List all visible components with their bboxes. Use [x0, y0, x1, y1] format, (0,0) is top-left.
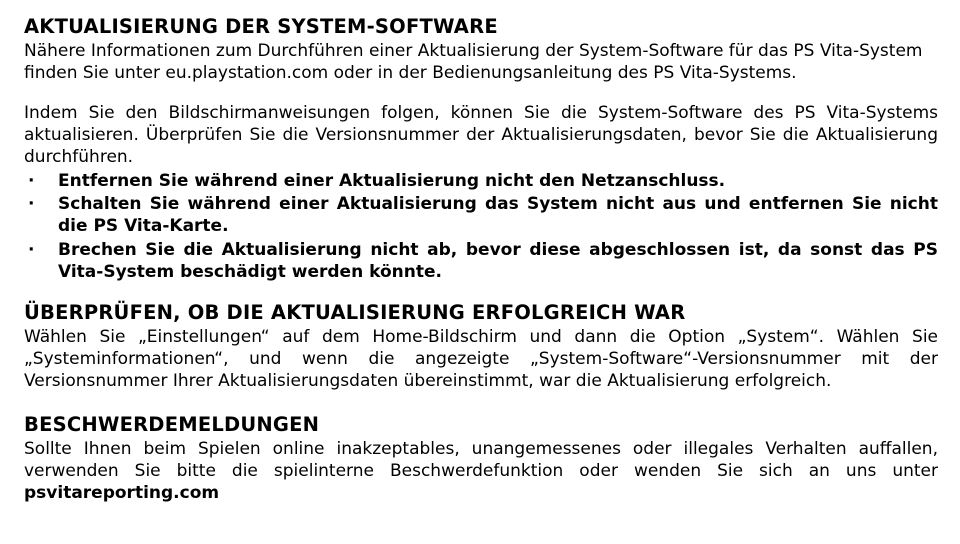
list-item-label: Brechen Sie die Aktualisierung nicht ab, bevor diese abgeschlossen ist, da sonst das PS Vita-System beschädigt werden könnte. [58, 239, 938, 282]
bullet-marker-icon: · [28, 194, 35, 215]
heading-verify-update-success: ÜBERPRÜFEN, OB DIE AKTUALISIERUNG ERFOLGREICH WAR [24, 300, 686, 324]
section-complaint-reports [24, 414, 938, 504]
bullet-marker-icon: · [28, 239, 35, 260]
list-item [24, 170, 938, 192]
heading-complaint-reports: BESCHWERDEMELDUNGEN [24, 412, 320, 436]
bullet-marker-icon: · [28, 171, 35, 192]
list-item [24, 239, 938, 283]
list-item-label: Entfernen Sie während einer Aktualisierung nicht den Netzanschluss. [58, 171, 726, 192]
section-verify-update-success [24, 302, 938, 392]
paragraph-complaint-reports [24, 438, 938, 504]
section-system-software-update [24, 16, 938, 283]
paragraph-update-info: Nähere Informationen zum Durchführen einer Aktualisierung der System-Software für das PS Vita-System finden Sie unter eu.playstation.com oder in der Bedienungsanleitung des PS Vita-Systems. [24, 40, 923, 83]
heading-system-software-update: AKTUALISIERUNG DER SYSTEM-SOFTWARE [24, 15, 498, 38]
spacer [24, 84, 938, 102]
paragraph-verify-instructions: Wählen Sie „Einstellungen“ auf dem Home-Bildschirm und dann die Option „System“. Wählen Sie „Systeminformationen“, und wenn die angezeigte „System-Software“-Versionsnummer mit der Versionsnummer Ihrer Aktualisierungsdaten übereinstimmt, war die Aktualisierung erfolgreich. [24, 326, 938, 391]
spacer [24, 284, 938, 302]
spacer [24, 392, 938, 414]
list-item [24, 193, 938, 237]
list-item-label: Schalten Sie während einer Aktualisierung das System nicht aus und entfernen Sie nicht die PS Vita-Karte. [58, 194, 938, 237]
paragraph-update-instructions: Indem Sie den Bildschirmanweisungen folgen, können Sie die System-Software des PS Vita-Systems aktualisieren. Überprüfen Sie die Versionsnummer der Aktualisierungsdaten, bevor Sie die Aktualisierung durchführen. [24, 103, 938, 168]
paragraph-complaint-lead: Sollte Ihnen beim Spielen online inakzeptables, unangemessenes oder illegales Verhalten auffallen, verwenden Sie bitte die spielinterne Beschwerdefunktion oder wenden Sie sich an uns unter [24, 438, 938, 481]
update-warnings-list [24, 170, 938, 282]
complaint-reporting-link[interactable]: psvitareporting.com [24, 482, 220, 503]
